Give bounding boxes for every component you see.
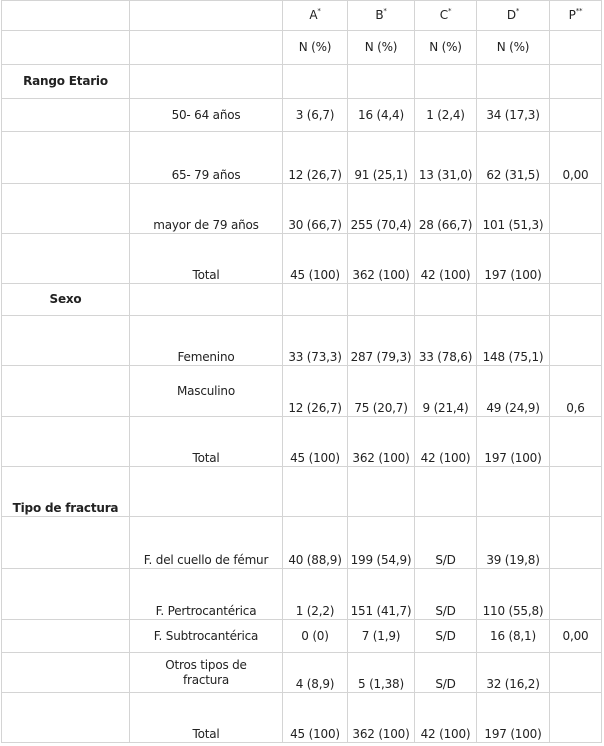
table-row [2, 366, 602, 417]
cell-p [550, 234, 602, 284]
cell-a: 3 (6,7) [283, 99, 348, 132]
cell-p [550, 693, 602, 743]
row-label: Femenino [130, 316, 283, 366]
cell-d: 49 (24,9) [477, 366, 550, 417]
statistics-table [1, 0, 602, 743]
cell-c: 13 (31,0) [415, 132, 477, 184]
cell-p: 0,6 [550, 366, 602, 417]
row-label: mayor de 79 años [130, 184, 283, 234]
table-row [2, 132, 602, 184]
column-header-p: P** [550, 1, 602, 31]
unit-header-b: N (%) [348, 31, 415, 65]
cell-p: 0,00 [550, 620, 602, 653]
row-label: F. del cuello de fémur [130, 517, 283, 569]
table-row-total [2, 234, 602, 284]
cell-d: 148 (75,1) [477, 316, 550, 366]
cell-a: 1 (2,2) [283, 569, 348, 620]
empty-cell [550, 31, 602, 65]
cell-a: 45 (100) [283, 234, 348, 284]
cell-p [550, 417, 602, 467]
table-row-total [2, 417, 602, 467]
cell-c: S/D [415, 620, 477, 653]
cell-d: 62 (31,5) [477, 132, 550, 184]
cell-d: 39 (19,8) [477, 517, 550, 569]
empty-cell [2, 31, 130, 65]
cell-p [550, 316, 602, 366]
cell-a: 12 (26,7) [283, 132, 348, 184]
empty-cell [130, 1, 283, 31]
cell-b: 362 (100) [348, 234, 415, 284]
cell-a: 45 (100) [283, 417, 348, 467]
cell-a: 0 (0) [283, 620, 348, 653]
cell-d: 197 (100) [477, 234, 550, 284]
cell-c: 9 (21,4) [415, 366, 477, 417]
header-row-units [2, 31, 602, 65]
cell-c: 1 (2,4) [415, 99, 477, 132]
cell-b: 287 (79,3) [348, 316, 415, 366]
table-row [2, 569, 602, 620]
cell-b: 151 (41,7) [348, 569, 415, 620]
row-label: F. Pertrocantérica [130, 569, 283, 620]
row-label: Total [130, 234, 283, 284]
cell-b: 16 (4,4) [348, 99, 415, 132]
row-label: Otros tipos de fractura [130, 653, 283, 693]
empty-cell [130, 31, 283, 65]
column-header-c: C* [415, 1, 477, 31]
row-label: Total [130, 693, 283, 743]
cell-p [550, 653, 602, 693]
cell-p [550, 99, 602, 132]
table-row [2, 316, 602, 366]
table-row [2, 653, 602, 693]
row-label: 65- 79 años [130, 132, 283, 184]
cell-d: 110 (55,8) [477, 569, 550, 620]
row-label: 50- 64 años [130, 99, 283, 132]
section-title: Tipo de fractura [2, 467, 130, 517]
row-label: Total [130, 417, 283, 467]
table-row [2, 620, 602, 653]
cell-a: 33 (73,3) [283, 316, 348, 366]
cell-c: S/D [415, 517, 477, 569]
column-header-b: B* [348, 1, 415, 31]
cell-d: 16 (8,1) [477, 620, 550, 653]
cell-p [550, 517, 602, 569]
table-row [2, 517, 602, 569]
empty-cell [2, 1, 130, 31]
cell-p: 0,00 [550, 132, 602, 184]
cell-b: 5 (1,38) [348, 653, 415, 693]
column-header-a: A* [283, 1, 348, 31]
cell-a: 40 (88,9) [283, 517, 348, 569]
unit-header-a: N (%) [283, 31, 348, 65]
cell-d: 32 (16,2) [477, 653, 550, 693]
table-row [2, 184, 602, 234]
row-label: F. Subtrocantérica [130, 620, 283, 653]
cell-a: 45 (100) [283, 693, 348, 743]
column-header-d: D* [477, 1, 550, 31]
header-row-groups [2, 1, 602, 31]
cell-c: 42 (100) [415, 234, 477, 284]
section-title: Sexo [2, 284, 130, 316]
table-row [2, 99, 602, 132]
cell-d: 101 (51,3) [477, 184, 550, 234]
cell-c: 42 (100) [415, 417, 477, 467]
cell-c: S/D [415, 653, 477, 693]
cell-b: 7 (1,9) [348, 620, 415, 653]
section-title: Rango Etario [2, 65, 130, 99]
cell-a: 12 (26,7) [283, 366, 348, 417]
cell-a: 30 (66,7) [283, 184, 348, 234]
row-label: Masculino [130, 366, 283, 417]
cell-c: S/D [415, 569, 477, 620]
section-header-fracture [2, 467, 602, 517]
unit-header-c: N (%) [415, 31, 477, 65]
cell-b: 199 (54,9) [348, 517, 415, 569]
cell-c: 28 (66,7) [415, 184, 477, 234]
cell-b: 362 (100) [348, 417, 415, 467]
cell-c: 42 (100) [415, 693, 477, 743]
unit-header-d: N (%) [477, 31, 550, 65]
cell-b: 255 (70,4) [348, 184, 415, 234]
cell-d: 34 (17,3) [477, 99, 550, 132]
cell-c: 33 (78,6) [415, 316, 477, 366]
cell-d: 197 (100) [477, 417, 550, 467]
cell-p [550, 184, 602, 234]
cell-b: 362 (100) [348, 693, 415, 743]
cell-b: 75 (20,7) [348, 366, 415, 417]
cell-d: 197 (100) [477, 693, 550, 743]
cell-p [550, 569, 602, 620]
cell-a: 4 (8,9) [283, 653, 348, 693]
section-header-age [2, 65, 602, 99]
section-header-sex [2, 284, 602, 316]
table-row-total [2, 693, 602, 743]
cell-b: 91 (25,1) [348, 132, 415, 184]
